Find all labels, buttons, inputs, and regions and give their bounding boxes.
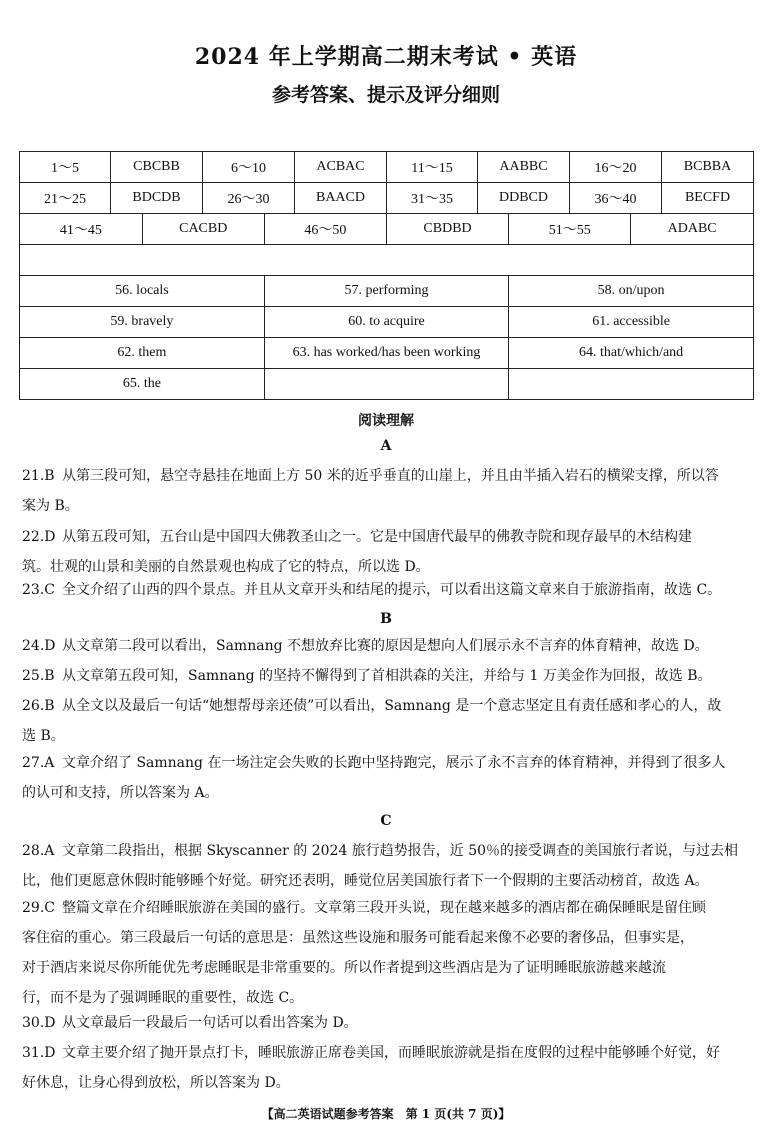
answer-explanation-26 xyxy=(22,691,760,751)
answer-cell: 64. that/which/and xyxy=(578,345,684,360)
table-row xyxy=(20,183,754,214)
answer-explanation-30 xyxy=(22,1008,760,1038)
answer-explanation-28 xyxy=(22,836,760,896)
range-cell: 11～15 xyxy=(387,152,478,183)
section-title: 阅读理解 xyxy=(358,413,414,429)
explanation-line: 整篇文章在介绍睡眠旅游在美国的盛行。文章第三段开头说，现在越来越多的酒店都在确保睡眠是留住顾 xyxy=(62,900,706,916)
explanation-line: 行，而不是为了强调睡眠的重要性，故选 C。 xyxy=(22,990,304,1006)
question-number: 28.A xyxy=(22,843,55,859)
answer-cell: 59. bravely xyxy=(20,307,264,337)
explanation-line: 文章第二段指出，根据 Skyscanner 的 2024 旅行趋势报告，近 50％的接受调查的美国旅行者说，与过去相 xyxy=(62,843,739,859)
question-number: 26.B xyxy=(22,698,55,714)
answer-cell: BAACD xyxy=(295,183,387,214)
question-number: 31.D xyxy=(22,1045,56,1061)
explanation-line: 从文章第二段可以看出，Samnang 不想放弃比赛的原因是想向人们展示永不言弃的体育精神，故选 D。 xyxy=(62,638,709,654)
explanation-line: 对于酒店来说尽你所能优先考虑睡眠是非常重要的。所以作者提到这些酒店是为了证明睡眠旅游越来越流 xyxy=(22,960,666,976)
question-number: 27.A xyxy=(22,755,55,771)
question-number: 23.C xyxy=(22,582,55,598)
answer-cell: CACBD xyxy=(142,214,264,244)
answer-explanation-27 xyxy=(22,748,760,808)
blank-row xyxy=(20,245,754,276)
document-title: 2024 年上学期高二期末考试 • 英语 xyxy=(194,44,578,70)
table-row xyxy=(20,214,754,245)
answer-cell: 58. on/upon xyxy=(597,283,665,298)
answer-explanation-31 xyxy=(22,1038,760,1098)
question-number: 25.B xyxy=(22,668,55,684)
question-number: 21.B xyxy=(22,468,55,484)
table-row xyxy=(20,338,754,369)
answer-explanation-22 xyxy=(22,522,760,582)
answer-cell xyxy=(509,369,753,399)
table-row xyxy=(20,369,754,400)
answer-cell: BCBBA xyxy=(662,152,754,183)
answer-cell: 61. accessible xyxy=(592,314,670,329)
explanation-line: 文章主要介绍了抛开景点打卡，睡眠旅游正席卷美国，而睡眠旅游就是指在度假的过程中能够睡个好觉，好 xyxy=(62,1045,720,1061)
answer-explanation-24 xyxy=(22,631,760,661)
answer-cell xyxy=(264,369,508,399)
answer-cell: BECFD xyxy=(662,183,754,214)
explanation-line: 比，他们更愿意休假时能够睡个好觉。研究还表明，睡觉位居美国旅行者下一个假期的主要活动榜首，故选 A。 xyxy=(22,873,709,889)
answer-cell: CBCBB xyxy=(111,152,203,183)
table-row xyxy=(20,245,754,276)
table-row xyxy=(20,307,754,338)
part-heading-b: B xyxy=(380,611,392,627)
document-subtitle: 参考答案、提示及评分细则 xyxy=(271,84,500,106)
part-heading-c: C xyxy=(380,813,392,829)
question-number: 22.D xyxy=(22,529,56,545)
question-number: 30.D xyxy=(22,1015,56,1031)
answer-cell: AABBC xyxy=(478,152,570,183)
answer-cell: 56. locals xyxy=(20,276,264,306)
answer-table xyxy=(19,151,754,400)
explanation-line: 客住宿的重心。第三段最后一句话的意思是：虽然这些设施和服务可能看起来像不必要的奢侈品，但事实是， xyxy=(22,930,694,946)
question-number: 24.D xyxy=(22,638,56,654)
answer-explanation-25 xyxy=(22,661,760,691)
answer-cell: ACBAC xyxy=(295,152,387,183)
answer-cell: DDBCD xyxy=(478,183,570,214)
range-cell: 51～55 xyxy=(509,214,631,244)
explanation-line: 从文章最后一段最后一句话可以看出答案为 D。 xyxy=(62,1015,358,1031)
explanation-line: 从全文以及最后一句话“她想帮母亲还债”可以看出，Samnang 是一个意志坚定且有责任感和孝心的人，故 xyxy=(62,698,722,714)
answer-explanation-29 xyxy=(22,893,760,1013)
answer-cell: BDCDB xyxy=(111,183,203,214)
explanation-line: 的认可和支持，所以答案为 A。 xyxy=(22,785,219,801)
table-row xyxy=(20,152,754,183)
range-cell: 41～45 xyxy=(20,214,142,244)
answer-explanation-23 xyxy=(22,575,760,605)
explanation-line: 从第三段可知，悬空寺悬挂在地面上方 50 米的近乎垂直的山崖上，并且由半插入岩石的横梁支撑，所以答 xyxy=(62,468,719,484)
answer-cell: 65. the xyxy=(20,369,264,399)
explanation-line: 案为 B。 xyxy=(22,498,79,514)
answer-cell: 57. performing xyxy=(264,276,508,306)
range-cell: 16～20 xyxy=(570,152,662,183)
answer-explanation-21 xyxy=(22,461,760,521)
range-cell: 46～50 xyxy=(264,214,386,244)
range-cell: 6～10 xyxy=(203,152,295,183)
range-cell: 26～30 xyxy=(203,183,295,214)
answer-cell: CBDBD xyxy=(386,214,508,244)
range-cell: 36～40 xyxy=(570,183,662,214)
explanation-line: 从第五段可知，五台山是中国四大佛教圣山之一。它是中国唐代最早的佛教寺院和现存最早的木结构建 xyxy=(62,529,692,545)
explanation-line: 好休息，让身心得到放松，所以答案为 D。 xyxy=(22,1075,290,1091)
explanation-line: 文章介绍了 Samnang 在一场注定会失败的长跑中坚持跑完，展示了永不言弃的体育精神，并得到了很多人 xyxy=(62,755,726,771)
range-cell: 21～25 xyxy=(20,183,111,214)
table-row xyxy=(20,276,754,307)
part-heading-a: A xyxy=(380,438,392,454)
range-cell: 1～5 xyxy=(20,152,111,183)
explanation-line: 从文章第五段可知，Samnang 的坚持不懈得到了首相洪森的关注，并给与 1 万美金作为回报，故选 B。 xyxy=(62,668,712,684)
answer-cell: 63. has worked/has been working xyxy=(264,338,508,368)
answer-cell: 62. them xyxy=(20,338,264,368)
page-footer: 【高二英语试题参考答案 第 1 页(共 7 页)】 xyxy=(261,1107,511,1121)
explanation-line: 筑。壮观的山景和美丽的自然景观也构成了它的特点，所以选 D。 xyxy=(22,559,430,575)
explanation-line: 全文介绍了山西的四个景点。并且从文章开头和结尾的提示，可以看出这篇文章来自于旅游指南，故选 C。 xyxy=(62,582,722,598)
question-number: 29.C xyxy=(22,900,55,916)
explanation-line: 选 B。 xyxy=(22,728,65,744)
range-cell: 31～35 xyxy=(387,183,478,214)
answer-cell: 60. to acquire xyxy=(264,307,508,337)
answer-cell: ADABC xyxy=(667,221,717,236)
